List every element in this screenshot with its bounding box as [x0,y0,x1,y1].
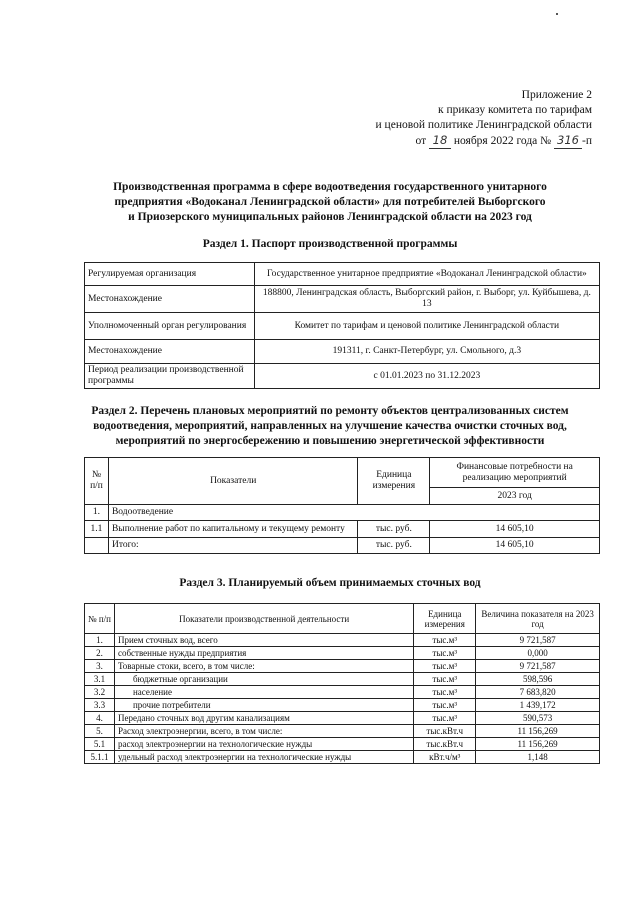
row-value: 14 605,10 [430,521,600,538]
main-title-line-1: Производственная программа в сфере водоотведения государственного унитарного [113,181,547,193]
header-year: 2023 год [430,488,600,505]
row-num: 3. [85,660,115,673]
row-unit: тыс.м³ [414,686,476,699]
volume-table [84,603,600,764]
table-header-row [85,604,600,634]
appendix-line-3: и ценовой политике Ленинградской области [375,119,592,131]
row-value: 0,000 [476,647,600,660]
row-unit: тыс.м³ [414,699,476,712]
table-row [85,738,600,751]
row-num: 5. [85,725,115,738]
main-title [60,180,600,225]
row-num: 2. [85,647,115,660]
row-num: 3.3 [85,699,115,712]
row-value: 1 439,172 [476,699,600,712]
table-row [85,313,600,340]
passport-value: Государственное унитарное предприятие «Водоканал Ленинградской области» [254,263,599,286]
header-num: № п/п [85,604,115,634]
table-row [85,725,600,738]
measures-table [84,457,600,554]
header-indicator: Показатели [108,458,357,505]
header-num: № п/п [85,458,109,505]
passport-label: Регулируемая организация [85,263,255,286]
table-row [85,673,600,686]
row-num: 1. [85,505,109,521]
table-row [85,660,600,673]
row-indicator: Товарные стоки, всего, в том числе: [114,660,413,673]
table-row [85,340,600,364]
row-num: 5.1.1 [85,751,115,764]
row-num: 1.1 [85,521,109,538]
header-unit: Единица измерения [358,458,430,505]
scan-dot [556,13,558,15]
table-row [85,751,600,764]
row-unit: тыс.кВт.ч [414,725,476,738]
date-suffix: -п [582,135,592,147]
table-row [85,505,600,521]
row-value: 14 605,10 [430,538,600,554]
row-num: 4. [85,712,115,725]
main-title-line-2: предприятия «Водоканал Ленинградской области» для потребителей Выборгского [114,196,546,208]
row-indicator: Передано сточных вод другим канализациям [114,712,413,725]
section2-title-line-3: мероприятий по энергосбережению и повышению энергетической эффективности [115,435,545,447]
main-title-line-3: и Приозерского муниципальных районов Ленинградской области на 2023 год [128,211,532,223]
row-indicator: население [114,686,413,699]
section2-title-line-1: Раздел 2. Перечень плановых мероприятий по ремонту объектов централизованных систем [91,405,569,417]
row-value: 1,148 [476,751,600,764]
table-row [85,712,600,725]
row-unit: кВт.ч/м³ [414,751,476,764]
row-indicator: Расход электроэнергии, всего, в том числе: [114,725,413,738]
row-indicator: расход электроэнергии на технологические нужды [114,738,413,751]
table-row [85,364,600,389]
section1-title: Раздел 1. Паспорт производственной программы [202,238,458,250]
table-row [85,634,600,647]
row-value: 11 156,269 [476,725,600,738]
row-num: 3.2 [85,686,115,699]
table-row [85,538,600,554]
order-number-handwritten: 316 [554,133,582,149]
row-unit: тыс.м³ [414,634,476,647]
row-indicator: Водоотведение [108,505,599,521]
row-value: 11 156,269 [476,738,600,751]
row-indicator: удельный расход электроэнергии на технологические нужды [114,751,413,764]
row-indicator: Прием сточных вод, всего [114,634,413,647]
passport-label: Уполномоченный орган регулирования [85,313,255,340]
row-indicator: собственные нужды предприятия [114,647,413,660]
row-value: 590,573 [476,712,600,725]
header-unit: Единица измерения [414,604,476,634]
table-row [85,647,600,660]
row-num [85,538,109,554]
row-indicator: Итого: [108,538,357,554]
passport-label: Период реализации производственной программы [85,364,255,389]
date-day-handwritten: 18 [429,133,451,149]
passport-value: 188800, Ленинградская область, Выборгский район, г. Выборг, ул. Куйбышева, д. 13 [254,286,599,313]
table-row [85,521,600,538]
row-num: 1. [85,634,115,647]
row-unit: тыс.м³ [414,660,476,673]
row-num: 3.1 [85,673,115,686]
date-prefix: от [415,135,427,147]
row-value: 7 683,820 [476,686,600,699]
table-row [85,286,600,313]
row-unit: тыс.м³ [414,673,476,686]
appendix-block [360,88,592,149]
table-row [85,263,600,286]
row-unit: тыс.кВт.ч [414,738,476,751]
row-num: 5.1 [85,738,115,751]
passport-value: с 01.01.2023 по 31.12.2023 [254,364,599,389]
row-unit: тыс.м³ [414,712,476,725]
row-value: 9 721,587 [476,634,600,647]
passport-label: Местонахождение [85,340,255,364]
header-value: Величина показателя на 2023 год [476,604,600,634]
passport-table [84,262,600,389]
header-indicator: Показатели производственной деятельности [114,604,413,634]
date-middle: ноября 2022 года № [453,135,552,147]
row-indicator: Выполнение работ по капитальному и текущему ремонту [108,521,357,538]
row-value: 598,596 [476,673,600,686]
header-finance: Финансовые потребности на реализацию мероприятий [430,458,600,488]
row-indicator: прочие потребители [114,699,413,712]
row-unit: тыс. руб. [358,538,430,554]
section3-title: Раздел 3. Планируемый объем принимаемых сточных вод [179,577,481,589]
appendix-date-line [360,133,592,149]
table-row [85,699,600,712]
appendix-line-2: к приказу комитета по тарифам [438,104,592,116]
section2-title [60,404,600,449]
passport-label: Местонахождение [85,286,255,313]
passport-value: Комитет по тарифам и ценовой политике Ленинградской области [254,313,599,340]
row-unit: тыс.м³ [414,647,476,660]
row-value: 9 721,587 [476,660,600,673]
table-row [85,686,600,699]
section2-title-line-2: водоотведения, мероприятий, направленных на улучшение качества очистки сточных вод, [93,420,567,432]
row-indicator: бюджетные организации [114,673,413,686]
row-unit: тыс. руб. [358,521,430,538]
appendix-line-1: Приложение 2 [521,89,592,101]
table-header-row [85,458,600,488]
passport-value: 191311, г. Санкт-Петербург, ул. Смольного, д.3 [254,340,599,364]
